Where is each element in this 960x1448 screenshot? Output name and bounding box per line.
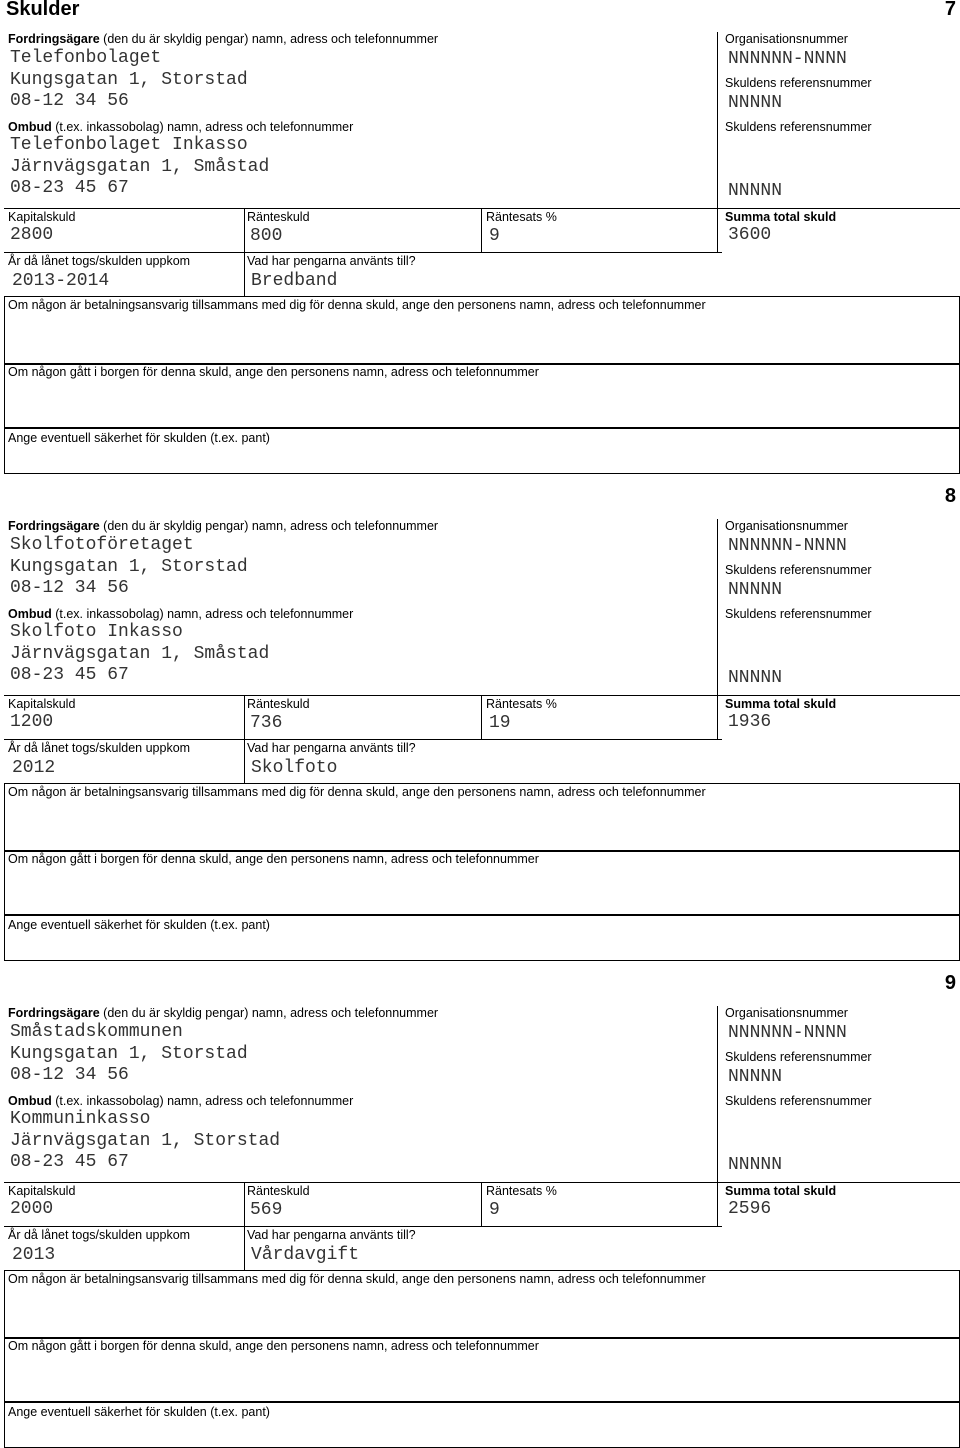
security-label: Ange eventuell säkerhet för skulden (t.ex. pant) [8,1405,270,1419]
usage-label: Vad har pengarna använts till? [247,254,416,268]
usage-field[interactable]: Vårdavgift [251,1245,360,1265]
debt-ref-field[interactable]: NNNNN [728,1067,783,1087]
year-field[interactable]: 2013 [12,1245,56,1265]
total-field[interactable]: 1936 [728,712,772,732]
org-number-label: Organisationsnummer [725,1006,848,1020]
row-separator [4,252,722,253]
creditor-label: Fordringsägare (den du är skyldig pengar) namn, adress och telefonnummer [8,519,439,533]
agent-label: Ombud (t.ex. inkassobolag) namn, adress och telefonnummer [8,607,354,621]
agent-field[interactable] [10,135,269,200]
debt-ref-field[interactable]: NNNNN [728,93,783,113]
year-label: År då lånet togs/skulden uppkom [8,741,191,755]
interest-rate-label: Räntesats % [486,1184,557,1198]
capital-label: Kapitalskuld [8,697,76,711]
agent-phone: 08-23 45 67 [10,1152,129,1172]
org-number-field[interactable]: NNNNNN-NNNN [728,49,847,69]
creditor-field[interactable] [10,535,248,600]
org-number-label: Organisationsnummer [725,519,848,533]
total-field[interactable]: 2596 [728,1199,772,1219]
interest-rate-label: Räntesats % [486,210,557,224]
co-debtor-label: Om någon är betalningsansvarig tillsammans med dig för denna skuld, ange den personens namn, adress och telefonnummer [8,785,706,799]
interest-debt-label: Ränteskuld [247,1184,310,1198]
year-field[interactable]: 2012 [12,758,56,778]
interest-rate-field[interactable]: 9 [489,226,500,246]
agent-field[interactable] [10,622,269,687]
security-label: Ange eventuell säkerhet för skulden (t.ex. pant) [8,431,270,445]
total-field[interactable]: 3600 [728,225,772,245]
creditor-name: Skolfotoföretaget [10,535,194,555]
capital-field[interactable]: 2000 [10,1199,54,1219]
agent-name: Kommuninkasso [10,1109,151,1129]
divider [481,1182,482,1226]
row-separator [4,208,960,209]
debt-ref-field-2[interactable]: NNNNN [728,668,783,688]
creditor-phone: 08-12 34 56 [10,578,129,598]
divider [481,208,482,252]
interest-debt-field[interactable]: 569 [250,1200,283,1220]
year-label: År då lånet togs/skulden uppkom [8,254,191,268]
agent-phone: 08-23 45 67 [10,178,129,198]
divider [717,695,718,739]
debt-section [0,485,960,961]
debt-number: 9 [944,972,956,994]
row-separator [4,1226,722,1227]
year-field[interactable]: 2013-2014 [12,271,110,291]
debt-ref-field-2[interactable]: NNNNN [728,181,783,201]
page-title: Skulder [6,0,80,20]
row-separator [4,1182,960,1183]
interest-debt-label: Ränteskuld [247,210,310,224]
agent-field[interactable] [10,1109,280,1174]
interest-debt-field[interactable]: 736 [250,713,283,733]
debt-ref-label-2: Skuldens referensnummer [725,607,872,621]
debt-ref-label-2: Skuldens referensnummer [725,1094,872,1108]
agent-phone: 08-23 45 67 [10,665,129,685]
row-separator [4,695,960,696]
creditor-phone: 08-12 34 56 [10,91,129,111]
divider [717,32,718,210]
debt-ref-label: Skuldens referensnummer [725,563,872,577]
org-number-field[interactable]: NNNNNN-NNNN [728,1023,847,1043]
co-debtor-label: Om någon är betalningsansvarig tillsammans med dig för denna skuld, ange den personens namn, adress och telefonnummer [8,1272,706,1286]
capital-field[interactable]: 2800 [10,225,54,245]
capital-field[interactable]: 1200 [10,712,54,732]
interest-debt-field[interactable]: 800 [250,226,283,246]
guarantor-label: Om någon gått i borgen för denna skuld, ange den personens namn, adress och telefonnummer [8,1339,539,1353]
guarantor-label: Om någon gått i borgen för denna skuld, ange den personens namn, adress och telefonnummer [8,365,539,379]
interest-rate-field[interactable]: 9 [489,1200,500,1220]
interest-debt-label: Ränteskuld [247,697,310,711]
creditor-name: Telefonbolaget [10,48,162,68]
debt-section [0,972,960,1448]
divider [717,1006,718,1184]
interest-rate-label: Räntesats % [486,697,557,711]
debt-ref-label: Skuldens referensnummer [725,1050,872,1064]
creditor-phone: 08-12 34 56 [10,1065,129,1085]
agent-address: Järnvägsgatan 1, Storstad [10,1130,281,1151]
row-separator [4,739,722,740]
usage-field[interactable]: Bredband [251,271,338,291]
org-number-field[interactable]: NNNNNN-NNNN [728,536,847,556]
capital-label: Kapitalskuld [8,210,76,224]
guarantor-label: Om någon gått i borgen för denna skuld, ange den personens namn, adress och telefonnummer [8,852,539,866]
creditor-address: Kungsgatan 1, Storstad [10,69,248,90]
usage-field[interactable]: Skolfoto [251,758,338,778]
debt-number: 7 [944,0,956,20]
agent-address: Järnvägsgatan 1, Småstad [10,643,270,664]
interest-rate-field[interactable]: 19 [489,713,511,733]
debt-ref-label: Skuldens referensnummer [725,76,872,90]
divider [717,519,718,697]
co-debtor-label: Om någon är betalningsansvarig tillsammans med dig för denna skuld, ange den personens namn, adress och telefonnummer [8,298,706,312]
agent-name: Telefonbolaget Inkasso [10,135,248,155]
usage-label: Vad har pengarna använts till? [247,741,416,755]
total-label: Summa total skuld [725,697,837,711]
creditor-address: Kungsgatan 1, Storstad [10,1043,248,1064]
org-number-label: Organisationsnummer [725,32,848,46]
divider [717,208,718,252]
total-label: Summa total skuld [725,210,837,224]
debt-ref-field[interactable]: NNNNN [728,580,783,600]
agent-label: Ombud (t.ex. inkassobolag) namn, adress och telefonnummer [8,1094,354,1108]
divider [481,695,482,739]
debt-ref-label-2: Skuldens referensnummer [725,120,872,134]
creditor-label: Fordringsägare (den du är skyldig pengar) namn, adress och telefonnummer [8,32,439,46]
usage-label: Vad har pengarna använts till? [247,1228,416,1242]
debt-section [0,0,960,474]
capital-label: Kapitalskuld [8,1184,76,1198]
total-label: Summa total skuld [725,1184,837,1198]
creditor-label: Fordringsägare (den du är skyldig pengar) namn, adress och telefonnummer [8,1006,439,1020]
security-label: Ange eventuell säkerhet för skulden (t.ex. pant) [8,918,270,932]
creditor-address: Kungsgatan 1, Storstad [10,556,248,577]
agent-address: Järnvägsgatan 1, Småstad [10,156,270,177]
divider [717,1182,718,1226]
creditor-name: Småstadskommunen [10,1022,183,1042]
creditor-field[interactable] [10,48,248,113]
year-label: År då lånet togs/skulden uppkom [8,1228,191,1242]
agent-name: Skolfoto Inkasso [10,622,183,642]
agent-label: Ombud (t.ex. inkassobolag) namn, adress och telefonnummer [8,120,354,134]
debt-number: 8 [944,485,956,507]
debt-ref-field-2[interactable]: NNNNN [728,1155,783,1175]
creditor-field[interactable] [10,1022,248,1087]
